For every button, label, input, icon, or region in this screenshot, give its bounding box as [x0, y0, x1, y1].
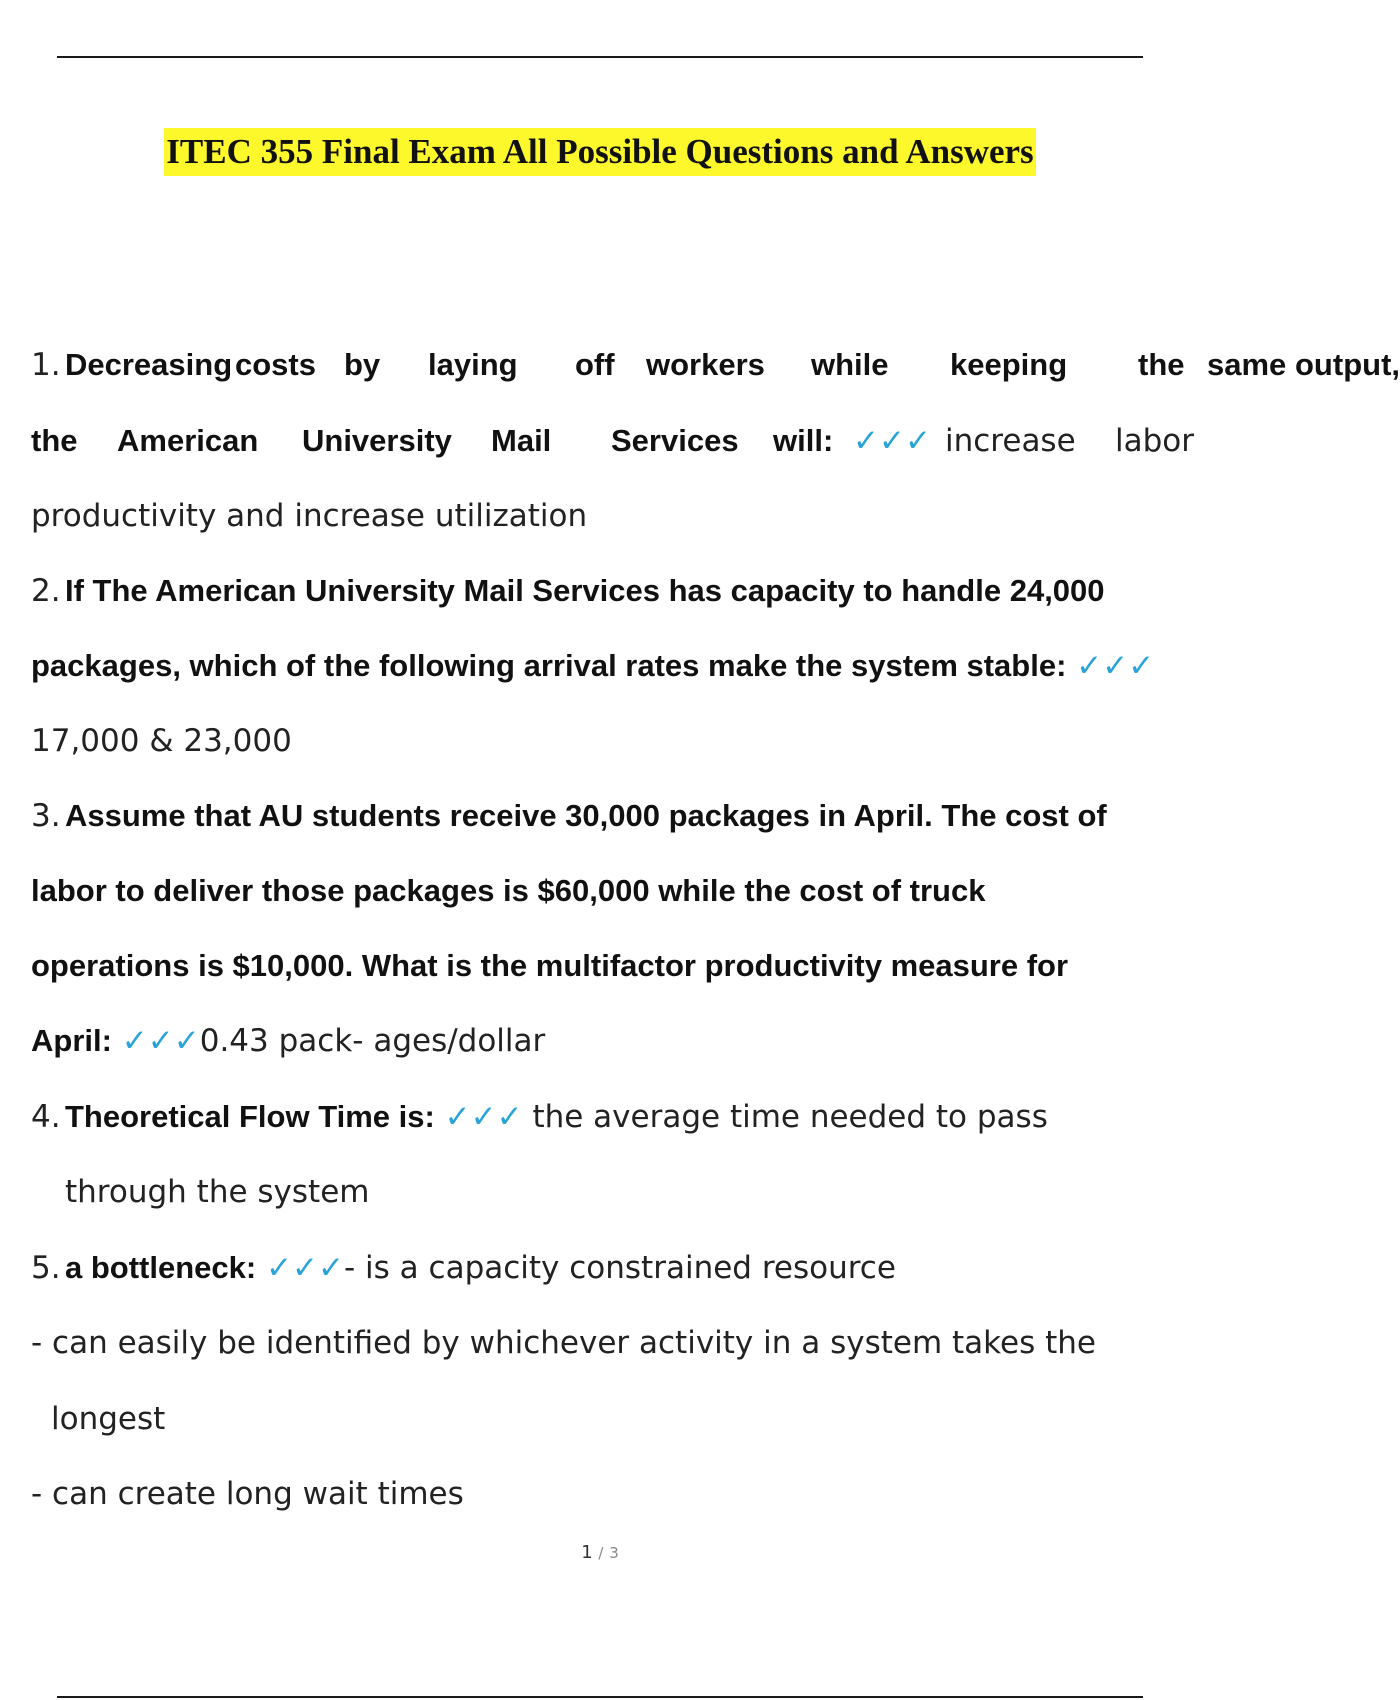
q1-word: Services [611, 423, 739, 458]
q3-line4 [31, 1021, 545, 1061]
check-marks-icon: ✓✓✓ [266, 1250, 345, 1286]
q3-number: 3. [31, 798, 61, 834]
q2-number: 2. [31, 573, 61, 609]
q1-number: 1. [31, 347, 61, 383]
q2-question-line1: If The American University Mail Services has capacity to handle 24,000 [65, 573, 1105, 608]
q1-word: American [117, 423, 259, 458]
q2-line1 [31, 571, 1105, 611]
q3-line2 [31, 871, 985, 911]
check-marks-icon: ✓✓✓ [853, 423, 931, 459]
q1-word: laying [428, 347, 518, 382]
q3-question-line2: labor to deliver those packages is $60,000 while the cost of truck [31, 873, 986, 908]
q1-word: workers [646, 347, 765, 382]
q1-answer-word: labor [1115, 423, 1194, 459]
q3-question-line3: operations is $10,000. What is the multifactor productivity measure for [31, 948, 1069, 983]
top-rule [57, 56, 1143, 58]
q3-answer: 0.43 pack- ages/dollar [199, 1023, 546, 1059]
q5-line1 [31, 1248, 896, 1288]
q3-line3 [31, 946, 1068, 986]
q1-word: the [1138, 347, 1185, 382]
page-indicator [0, 1542, 1200, 1563]
current-page: 1 [581, 1542, 593, 1563]
q1-word: University [302, 423, 452, 458]
q4-answer-line1: the average time needed to pass [532, 1099, 1048, 1135]
q1-word: by [344, 347, 381, 382]
bottom-rule [57, 1696, 1143, 1698]
q1-word: same [1207, 347, 1287, 382]
document-title: ITEC 355 Final Exam All Possible Questions and Answers [164, 128, 1035, 176]
q4-answer-line2: through the system [65, 1174, 370, 1210]
q1-word: off [575, 347, 615, 382]
q5-bullet2-line2: longest [51, 1401, 166, 1437]
q5-bullet2-line1: - can easily be identified by whichever activity in a system takes the [31, 1325, 1096, 1361]
q5-answer-line1: - is a capacity constrained resource [344, 1250, 896, 1286]
q5-bullet3: - can create long wait times [31, 1476, 464, 1512]
q4-question: Theoretical Flow Time is: [65, 1099, 435, 1134]
check-marks-icon: ✓✓✓ [444, 1099, 523, 1135]
check-marks-icon: ✓✓✓ [1076, 648, 1155, 684]
q1-word: Mail [491, 423, 552, 458]
q1-word: output, [1295, 347, 1400, 382]
q1-word: Decreasing [65, 347, 233, 382]
total-pages: 3 [609, 1544, 619, 1562]
q1-word: while [811, 347, 889, 382]
q5-question: a bottleneck: [65, 1250, 257, 1285]
q1-line3: productivity and increase utilization [31, 498, 588, 534]
title-container [0, 128, 1200, 176]
q2-answer: 17,000 & 23,000 [31, 723, 292, 759]
q1-answer-word: increase [945, 423, 1076, 459]
q1-word: will: [773, 423, 834, 458]
q4-number: 4. [31, 1099, 61, 1135]
q4-line1 [31, 1097, 1048, 1137]
q3-line1 [31, 796, 1107, 836]
q3-question-line1: Assume that AU students receive 30,000 packages in April. The cost of [65, 798, 1107, 833]
check-marks-icon: ✓✓✓ [121, 1023, 200, 1059]
q1-word: keeping [950, 347, 1068, 382]
q5-number: 5. [31, 1250, 61, 1286]
q1-word: costs [235, 347, 316, 382]
q1-word: the [31, 423, 78, 458]
q3-question-line4: April: [31, 1023, 112, 1058]
q2-question-line2: packages, which of the following arrival rates make the system stable: [31, 648, 1067, 683]
q2-line2 [31, 646, 1154, 686]
page-separator: / [598, 1544, 604, 1562]
